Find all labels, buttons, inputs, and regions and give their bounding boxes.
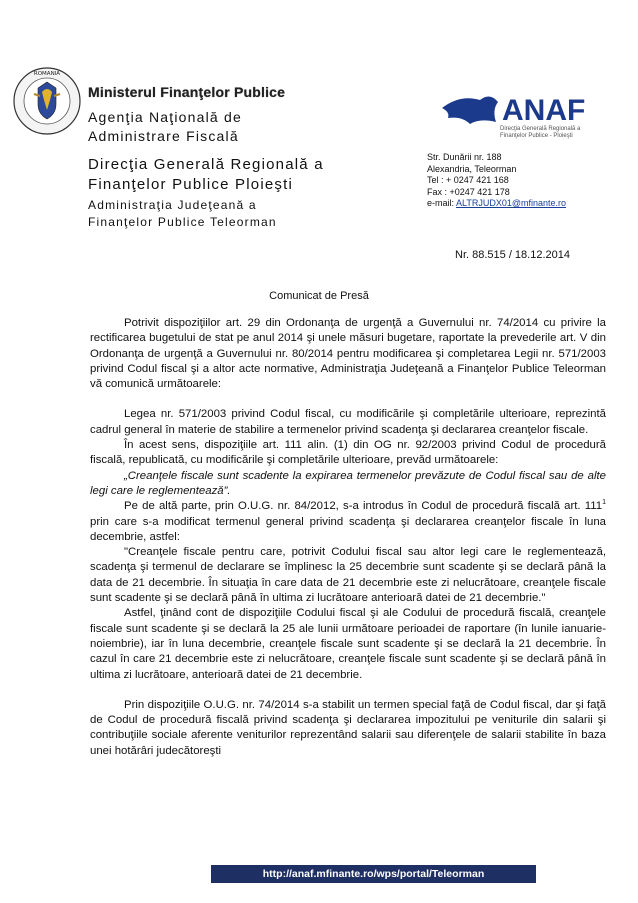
- contact-city: Alexandria, Teleorman: [427, 163, 517, 174]
- footer-url-bar[interactable]: http://anaf.mfinante.ro/wps/portal/Teleorman: [211, 865, 536, 883]
- direction-line-1: Direcţia Generală Regională a: [88, 156, 324, 173]
- logo-sub-line-2: Finanţelor Publice - Ploieşti: [500, 133, 573, 139]
- admin-line-1: Administraţia Judeţeană a: [88, 198, 257, 212]
- contact-block: [427, 152, 566, 210]
- p5-superscript: 1: [602, 499, 606, 507]
- paragraph-4-quote: „Creanţele fiscale sunt scadente la expirarea termenelor prevăzute de Codul fiscal sau de alte legi care le reglementează”.: [90, 469, 606, 497]
- agency-line-1: Agenţia Naţională de: [88, 109, 242, 125]
- paragraph-5: [90, 499, 606, 545]
- anaf-logo-subtitle: [500, 126, 580, 140]
- ministry-name: Ministerul Finanţelor Publice: [88, 84, 286, 100]
- logo-sub-line-1: Direcţia Generală Regională a: [500, 126, 581, 132]
- p5-part-a: Pe de altă parte, prin O.U.G. nr. 84/2012, s-a introdus în Codul de procedură fiscală art. 111: [124, 500, 603, 513]
- direction-line-2: Finanţelor Publice Ploieşti: [88, 176, 293, 193]
- paragraph-3: În acest sens, dispoziţiile art. 111 alin. (1) din OG nr. 92/2003 privind Codul de procedură fiscală, republicată, cu modificările şi completările ulterioare, prevăd următoarele:: [90, 439, 606, 467]
- anaf-wordmark: ANAF: [502, 94, 586, 127]
- svg-text:ROMANIA: ROMANIA: [33, 71, 61, 77]
- county-administration: [88, 197, 388, 231]
- contact-fax: Fax : +0247 421 178: [427, 186, 510, 197]
- p5-part-b: prin care s-a modificat termenul general privind scadenţa şi declararea creanţelor fiscale în luna decembrie, astfel:: [90, 515, 606, 543]
- paragraph-2: Legea nr. 571/2003 privind Codul fiscal, cu modificările şi completările ulterioare, reprezintă cadrul general în materie de stabilire a termenelor privind scadenţa şi declararea creanţelor fiscale.: [90, 408, 606, 436]
- contact-street: Str. Dunării nr. 188: [427, 152, 502, 162]
- paragraph-7: Astfel, ţinând cont de dispoziţiile Codului fiscal şi ale Codului de procedură fiscală, creanţele fiscale sunt scadente şi se declară la 25 ale lunii următoare perioadei de raportare (în lunile ianuarie-noiembrie), iar în luna decembrie, creanţele fiscale sunt scadente şi se declară la 21 decembrie. În cazul în care 21 decembrie este zi nelucrătoare, creanţele fiscale sunt scadente şi se declară până în ultima zi lucrătoare, anterioară datei de 21 decembrie.: [90, 607, 606, 681]
- contact-tel: Tel : + 0247 421 168: [427, 175, 509, 185]
- reference-number: Nr. 88.515 / 18.12.2014: [455, 249, 570, 261]
- document-title: Comunicat de Presă: [269, 290, 369, 302]
- agency-name: [88, 108, 348, 146]
- paragraph-6-quote: "Creanţele fiscale pentru care, potrivit Codului fiscal sau altor legi care le reglementează, scadenţa şi termenul de declarare se împlinesc la 25 decembrie sunt scadente şi se declară până la data de 21 decembrie. În situaţia în care data de 21 decembrie este zi nelucrătoare, creanţele fiscale sunt scadente şi se declară până în ultima zi lucrătoare anterioară datei de 21 decembrie.": [90, 546, 606, 605]
- document-body: [90, 316, 606, 759]
- contact-email-line: [427, 198, 566, 210]
- admin-line-2: Finanţelor Publice Teleorman: [88, 215, 277, 229]
- regional-direction: [88, 155, 388, 195]
- ministry-crest-logo: [12, 66, 82, 136]
- email-link[interactable]: ALTRJUDX01@mfinante.ro: [456, 198, 567, 208]
- agency-line-2: Administrare Fiscală: [88, 128, 239, 144]
- email-label: e-mail:: [427, 198, 457, 208]
- paragraph-8: Prin dispoziţiile O.U.G. nr. 74/2014 s-a stabilit un termen special faţă de Codul fiscal, dar şi faţă de Codul de procedură fiscală privind scadenţa şi declararea impozitului pe veniturile din salarii şi contribuţiile sociale aferente veniturilor reprezentând salarii sau diferenţele de salarii stabilite în baza unei hotărâri judecătoreşti: [90, 698, 606, 757]
- paragraph-1: Potrivit dispoziţiilor art. 29 din Ordonanţa de urgenţă a Guvernului nr. 74/2014 cu privire la rectificarea bugetului de stat pe anul 2014 şi unele măsuri bugetare, raportate la prevederile art. V din Ordonanţa de urgenţă a Guvernului nr. 80/2014 pentru modificarea şi completarea Legii nr. 571/2003 privind Codul fiscal şi a altor acte normative, Administraţia Judeţeană a Finanţelor Publice Teleorman vă comunică următoarele:: [90, 317, 606, 391]
